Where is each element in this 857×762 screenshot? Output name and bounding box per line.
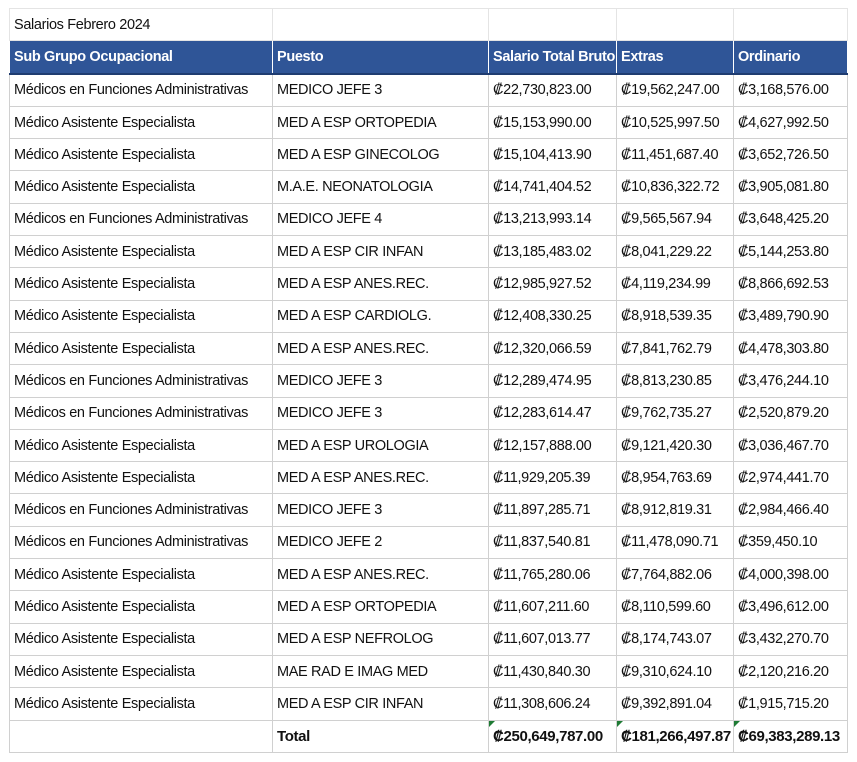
total-salario-cell[interactable]: [489, 720, 617, 752]
total-extras: ₡181,266,497.87: [621, 727, 731, 745]
cell-salario[interactable]: ₡12,157,888.00: [489, 429, 617, 461]
cell-ordinario[interactable]: ₡3,168,576.00: [734, 74, 848, 107]
cell-salario[interactable]: ₡11,765,280.06: [489, 559, 617, 591]
header-row: [10, 41, 848, 74]
table-row: [10, 462, 848, 494]
total-row: [10, 720, 848, 752]
table-row: [10, 268, 848, 300]
table-row: [10, 300, 848, 332]
cell-ordinario[interactable]: ₡3,476,244.10: [734, 365, 848, 397]
cell-ordinario[interactable]: ₡3,496,612.00: [734, 591, 848, 623]
cell-extras[interactable]: ₡7,764,882.06: [617, 559, 734, 591]
cell-puesto[interactable]: MAE RAD E IMAG MED: [273, 655, 489, 687]
cell-ordinario[interactable]: ₡3,648,425.20: [734, 203, 848, 235]
cell-salario[interactable]: ₡12,985,927.52: [489, 268, 617, 300]
cell-extras[interactable]: ₡9,310,624.10: [617, 655, 734, 687]
cell-puesto[interactable]: MED A ESP ANES.REC.: [273, 559, 489, 591]
cell-extras[interactable]: ₡8,918,539.35: [617, 300, 734, 332]
cell-sub-grupo[interactable]: Médico Asistente Especialista: [10, 268, 273, 300]
header-extras[interactable]: Extras: [617, 41, 734, 74]
cell-puesto[interactable]: MEDICO JEFE 4: [273, 203, 489, 235]
cell-puesto[interactable]: MED A ESP ANES.REC.: [273, 462, 489, 494]
table-row: [10, 559, 848, 591]
cell-ordinario[interactable]: ₡1,915,715.20: [734, 688, 848, 720]
cell-ordinario[interactable]: ₡3,036,467.70: [734, 429, 848, 461]
table-row: [10, 526, 848, 558]
table-row: [10, 139, 848, 171]
salary-sheet: [9, 8, 847, 753]
table-row: [10, 74, 848, 107]
cell-ordinario[interactable]: ₡3,489,790.90: [734, 300, 848, 332]
cell-salario[interactable]: ₡14,741,404.52: [489, 171, 617, 203]
cell-puesto[interactable]: MEDICO JEFE 3: [273, 494, 489, 526]
cell-salario[interactable]: ₡13,213,993.14: [489, 203, 617, 235]
cell-puesto[interactable]: MEDICO JEFE 3: [273, 74, 489, 107]
cell-sub-grupo[interactable]: Médico Asistente Especialista: [10, 462, 273, 494]
cell-salario[interactable]: ₡12,320,066.59: [489, 332, 617, 364]
cell-sub-grupo[interactable]: Médico Asistente Especialista: [10, 332, 273, 364]
total-salario: ₡250,649,787.00: [493, 727, 603, 745]
cell-extras[interactable]: ₡7,841,762.79: [617, 332, 734, 364]
cell-salario[interactable]: ₡12,408,330.25: [489, 300, 617, 332]
header-sub-grupo[interactable]: Sub Grupo Ocupacional: [10, 41, 273, 74]
cell-salario[interactable]: ₡15,153,990.00: [489, 106, 617, 138]
cell-sub-grupo[interactable]: Médico Asistente Especialista: [10, 623, 273, 655]
cell-extras[interactable]: ₡8,912,819.31: [617, 494, 734, 526]
cell-sub-grupo[interactable]: Médico Asistente Especialista: [10, 591, 273, 623]
total-empty-cell[interactable]: [10, 720, 273, 752]
error-indicator-icon: [617, 721, 623, 727]
cell-puesto[interactable]: MED A ESP NEFROLOG: [273, 623, 489, 655]
cell-extras[interactable]: ₡8,174,743.07: [617, 623, 734, 655]
salary-table: [9, 8, 848, 753]
cell-salario[interactable]: ₡12,283,614.47: [489, 397, 617, 429]
cell-extras[interactable]: ₡10,525,997.50: [617, 106, 734, 138]
table-row: [10, 106, 848, 138]
cell-sub-grupo[interactable]: Médicos en Funciones Administrativas: [10, 526, 273, 558]
cell-ordinario[interactable]: ₡5,144,253.80: [734, 236, 848, 268]
cell-sub-grupo[interactable]: Médico Asistente Especialista: [10, 429, 273, 461]
cell-sub-grupo[interactable]: Médicos en Funciones Administrativas: [10, 494, 273, 526]
cell-puesto[interactable]: MEDICO JEFE 3: [273, 397, 489, 429]
cell-extras[interactable]: ₡9,565,567.94: [617, 203, 734, 235]
table-row: [10, 203, 848, 235]
cell-extras[interactable]: ₡9,121,420.30: [617, 429, 734, 461]
cell-puesto[interactable]: MEDICO JEFE 2: [273, 526, 489, 558]
total-extras-cell[interactable]: [617, 720, 734, 752]
cell-sub-grupo[interactable]: Médico Asistente Especialista: [10, 655, 273, 687]
cell-ordinario[interactable]: ₡359,450.10: [734, 526, 848, 558]
cell-puesto[interactable]: MED A ESP ORTOPEDIA: [273, 106, 489, 138]
cell-puesto[interactable]: MED A ESP CARDIOLG.: [273, 300, 489, 332]
cell-extras[interactable]: ₡8,954,763.69: [617, 462, 734, 494]
table-row: [10, 332, 848, 364]
cell-ordinario[interactable]: ₡3,432,270.70: [734, 623, 848, 655]
table-row: [10, 655, 848, 687]
cell-salario[interactable]: ₡11,308,606.24: [489, 688, 617, 720]
cell-ordinario[interactable]: ₡4,478,303.80: [734, 332, 848, 364]
cell-salario[interactable]: ₡11,607,211.60: [489, 591, 617, 623]
cell-extras[interactable]: ₡9,392,891.04: [617, 688, 734, 720]
cell-ordinario[interactable]: ₡4,627,992.50: [734, 106, 848, 138]
cell-salario[interactable]: ₡11,607,013.77: [489, 623, 617, 655]
cell-extras[interactable]: ₡10,836,322.72: [617, 171, 734, 203]
table-row: [10, 429, 848, 461]
cell-puesto[interactable]: MED A ESP GINECOLOG: [273, 139, 489, 171]
cell-sub-grupo[interactable]: Médicos en Funciones Administrativas: [10, 365, 273, 397]
cell-ordinario[interactable]: ₡3,905,081.80: [734, 171, 848, 203]
cell-salario[interactable]: ₡12,289,474.95: [489, 365, 617, 397]
cell-puesto[interactable]: MED A ESP ANES.REC.: [273, 268, 489, 300]
cell-extras[interactable]: ₡19,562,247.00: [617, 74, 734, 107]
table-row: [10, 494, 848, 526]
cell-sub-grupo[interactable]: Médicos en Funciones Administrativas: [10, 203, 273, 235]
title-row: [10, 9, 848, 41]
cell-salario[interactable]: ₡22,730,823.00: [489, 74, 617, 107]
cell-ordinario[interactable]: ₡4,000,398.00: [734, 559, 848, 591]
cell-puesto[interactable]: M.A.E. NEONATOLOGIA: [273, 171, 489, 203]
cell-extras[interactable]: ₡8,110,599.60: [617, 591, 734, 623]
cell-puesto[interactable]: MED A ESP UROLOGIA: [273, 429, 489, 461]
cell-ordinario[interactable]: ₡2,984,466.40: [734, 494, 848, 526]
cell-salario[interactable]: ₡15,104,413.90: [489, 139, 617, 171]
header-ordinario[interactable]: Ordinario: [734, 41, 848, 74]
cell-extras[interactable]: ₡4,119,234.99: [617, 268, 734, 300]
cell-extras[interactable]: ₡8,041,229.22: [617, 236, 734, 268]
cell-sub-grupo[interactable]: Médicos en Funciones Administrativas: [10, 74, 273, 107]
table-row: [10, 171, 848, 203]
cell-salario[interactable]: ₡11,897,285.71: [489, 494, 617, 526]
cell-sub-grupo[interactable]: Médico Asistente Especialista: [10, 139, 273, 171]
cell-puesto[interactable]: MED A ESP CIR INFAN: [273, 236, 489, 268]
table-row: [10, 688, 848, 720]
cell-salario[interactable]: ₡11,837,540.81: [489, 526, 617, 558]
cell-puesto[interactable]: MED A ESP CIR INFAN: [273, 688, 489, 720]
cell-sub-grupo[interactable]: Médico Asistente Especialista: [10, 171, 273, 203]
total-label[interactable]: Total: [273, 720, 489, 752]
total-ordinario-cell[interactable]: [734, 720, 848, 752]
cell-sub-grupo[interactable]: Médico Asistente Especialista: [10, 300, 273, 332]
cell-sub-grupo[interactable]: Médico Asistente Especialista: [10, 236, 273, 268]
cell-ordinario[interactable]: ₡8,866,692.53: [734, 268, 848, 300]
cell-ordinario[interactable]: ₡2,520,879.20: [734, 397, 848, 429]
sheet-title[interactable]: Salarios Febrero 2024: [10, 9, 273, 41]
cell-salario[interactable]: ₡11,430,840.30: [489, 655, 617, 687]
cell-extras[interactable]: ₡11,451,687.40: [617, 139, 734, 171]
cell-extras[interactable]: ₡11,478,090.71: [617, 526, 734, 558]
cell-sub-grupo[interactable]: Médico Asistente Especialista: [10, 688, 273, 720]
cell-ordinario[interactable]: ₡2,120,216.20: [734, 655, 848, 687]
cell-ordinario[interactable]: ₡3,652,726.50: [734, 139, 848, 171]
cell-salario[interactable]: ₡13,185,483.02: [489, 236, 617, 268]
cell-puesto[interactable]: MEDICO JEFE 3: [273, 365, 489, 397]
cell-sub-grupo[interactable]: Médico Asistente Especialista: [10, 559, 273, 591]
error-indicator-icon: [734, 721, 740, 727]
header-puesto[interactable]: Puesto: [273, 41, 489, 74]
total-ordinario: ₡69,383,289.13: [738, 727, 840, 745]
header-salario[interactable]: Salario Total Bruto: [489, 41, 617, 74]
cell-extras[interactable]: ₡9,762,735.27: [617, 397, 734, 429]
cell-ordinario[interactable]: ₡2,974,441.70: [734, 462, 848, 494]
table-row: [10, 236, 848, 268]
cell-puesto[interactable]: MED A ESP ANES.REC.: [273, 332, 489, 364]
table-row: [10, 591, 848, 623]
table-row: [10, 365, 848, 397]
table-row: [10, 623, 848, 655]
cell-sub-grupo[interactable]: Médicos en Funciones Administrativas: [10, 397, 273, 429]
cell-sub-grupo[interactable]: Médico Asistente Especialista: [10, 106, 273, 138]
cell-salario[interactable]: ₡11,929,205.39: [489, 462, 617, 494]
table-body: [10, 74, 848, 720]
cell-puesto[interactable]: MED A ESP ORTOPEDIA: [273, 591, 489, 623]
cell-extras[interactable]: ₡8,813,230.85: [617, 365, 734, 397]
table-row: [10, 397, 848, 429]
error-indicator-icon: [489, 721, 495, 727]
